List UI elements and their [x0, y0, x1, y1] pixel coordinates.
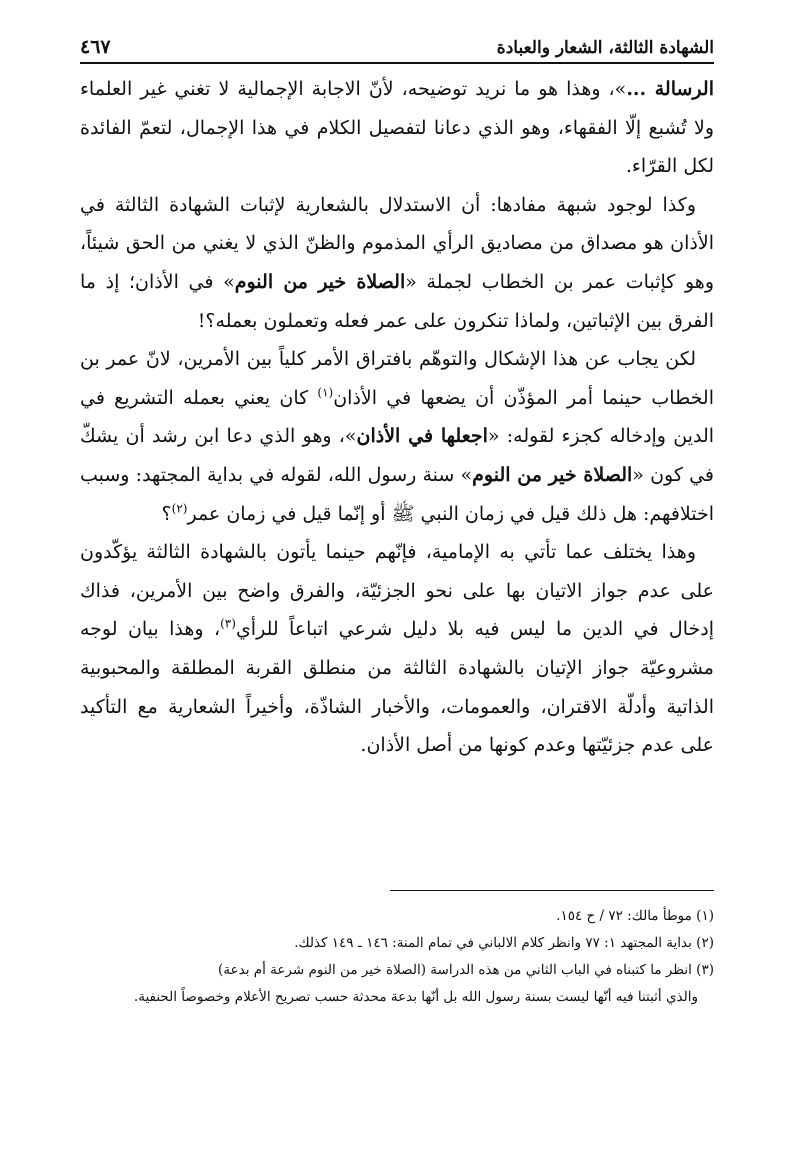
header-rule — [80, 62, 714, 64]
bold-phrase: الصلاة خير من النوم — [234, 270, 406, 293]
page-number: ٤٦٧ — [80, 36, 111, 58]
paragraph-3 — [80, 340, 714, 533]
footnote-ref-1[interactable]: (١) — [317, 385, 334, 400]
paragraph-2 — [80, 186, 714, 340]
footnote-3: (٣) انظر ما كتبناه في الباب الثاني من هذه الدراسة (الصلاة خير من النوم شرعة أم بدعة) — [218, 962, 714, 978]
footnotes — [80, 903, 714, 1011]
footnote-3-continued: والذي أثبتنا فيه أنّها ليست بسنة رسول الله بل أنّها بدعة محدثة حسب تصريح الأعلام وخصوصاً الحنفية. — [133, 989, 698, 1005]
footnote-1: (١) موطأ مالك: ٧٢ / ح ١٥٤. — [556, 908, 714, 924]
paragraph-1 — [80, 70, 714, 186]
paragraph-text: لكن يجاب عن هذا الإشكال والتوهّم بافتراق الأمر كلياً بين الأمرين، لانّ عمر بن الخطاب حينما أمر المؤذّن أن يضعها في الأذان — [80, 348, 714, 409]
paragraph-text: وكذا لوجود شبهة مفادها: أن الاستدلال بالشعارية لإثبات الشهادة الثالثة في الأذان هو مصداق من مصاديق الرأي المذموم والظنّ الذي لا يغني من الحق شيئاً، وهو كإثبات عمر بن الخطاب لجملة « — [80, 193, 714, 293]
bold-phrase: الرسالة ... — [626, 78, 714, 100]
paragraph-text: وهذا يختلف عما تأتي به الإمامية، فإنّهم حينما يأتون بالشهادة الثالثة يؤكّدون على عدم جواز الاتيان بها على نحو الجزئيّة، والفرق واضح بين الأمرين، فذاك إدخال في الدين ما ليس فيه بلا دليل شرعي اتباعاً للرأي — [80, 541, 715, 641]
paragraph-text: »، وهذا هو ما نريد توضيحه، لأنّ الاجابة الإجمالية لا تغني غير العلماء ولا تُشبع إلّا الفقهاء، وهو الذي دعانا لتفصيل الكلام في هذا الإجمال، لتعمّ الفائدة لكل القرّاء. — [80, 78, 714, 178]
footnote-separator — [390, 890, 714, 891]
bold-phrase: الصلاة خير من النوم — [472, 463, 633, 486]
footnote-ref-2[interactable]: (٢) — [171, 501, 188, 516]
header-title: الشهادة الثالثة، الشعار والعبادة — [496, 38, 714, 58]
paragraph-text: » في الأذان؛ إذ ما الفرق بين الإثباتين، ولماذا تنكرون على عمر فعله وتعملون بعمله؟! — [80, 270, 714, 332]
paragraph-text: ؟ — [161, 502, 172, 525]
paragraph-text: »، وهو الذي دعا ابن رشد أن يشكّ في كون « — [80, 425, 714, 486]
paragraph-text: ، وهذا بيان لوجه مشروعيّة جواز الإتيان بالشهادة الثالثة من منطلق القربة المطلقة والمحبوبية الذاتية وأدلّة الاقتران، والعمومات، والأخبار الشاذّة، وأخيراً الشعارية مع التأكيد على عدم جزئيّتها وعدم كونها من أصل الأذان. — [80, 618, 714, 757]
footnote-2: (٢) بداية المجتهد ١: ٧٧ وانظر كلام الالباني في تمام المنة: ١٤٦ ـ ١٤٩ كذلك. — [294, 935, 714, 951]
running-header — [80, 26, 714, 58]
paragraph-text: كان يعني بعمله التشريع في الدين وإدخاله كجزء لقوله: « — [80, 386, 715, 448]
paragraph-4 — [80, 533, 714, 765]
main-text — [80, 70, 714, 765]
bold-phrase: اجعلها في الأذان — [356, 425, 488, 448]
paragraph-text: » سنة رسول الله، لقوله في بداية المجتهد: وسبب اختلافهم: هل ذلك قيل في زمان النبي ﷺ أو إنّما قيل في زمان عمر — [80, 463, 714, 525]
footnote-ref-3[interactable]: (٣) — [220, 616, 236, 631]
